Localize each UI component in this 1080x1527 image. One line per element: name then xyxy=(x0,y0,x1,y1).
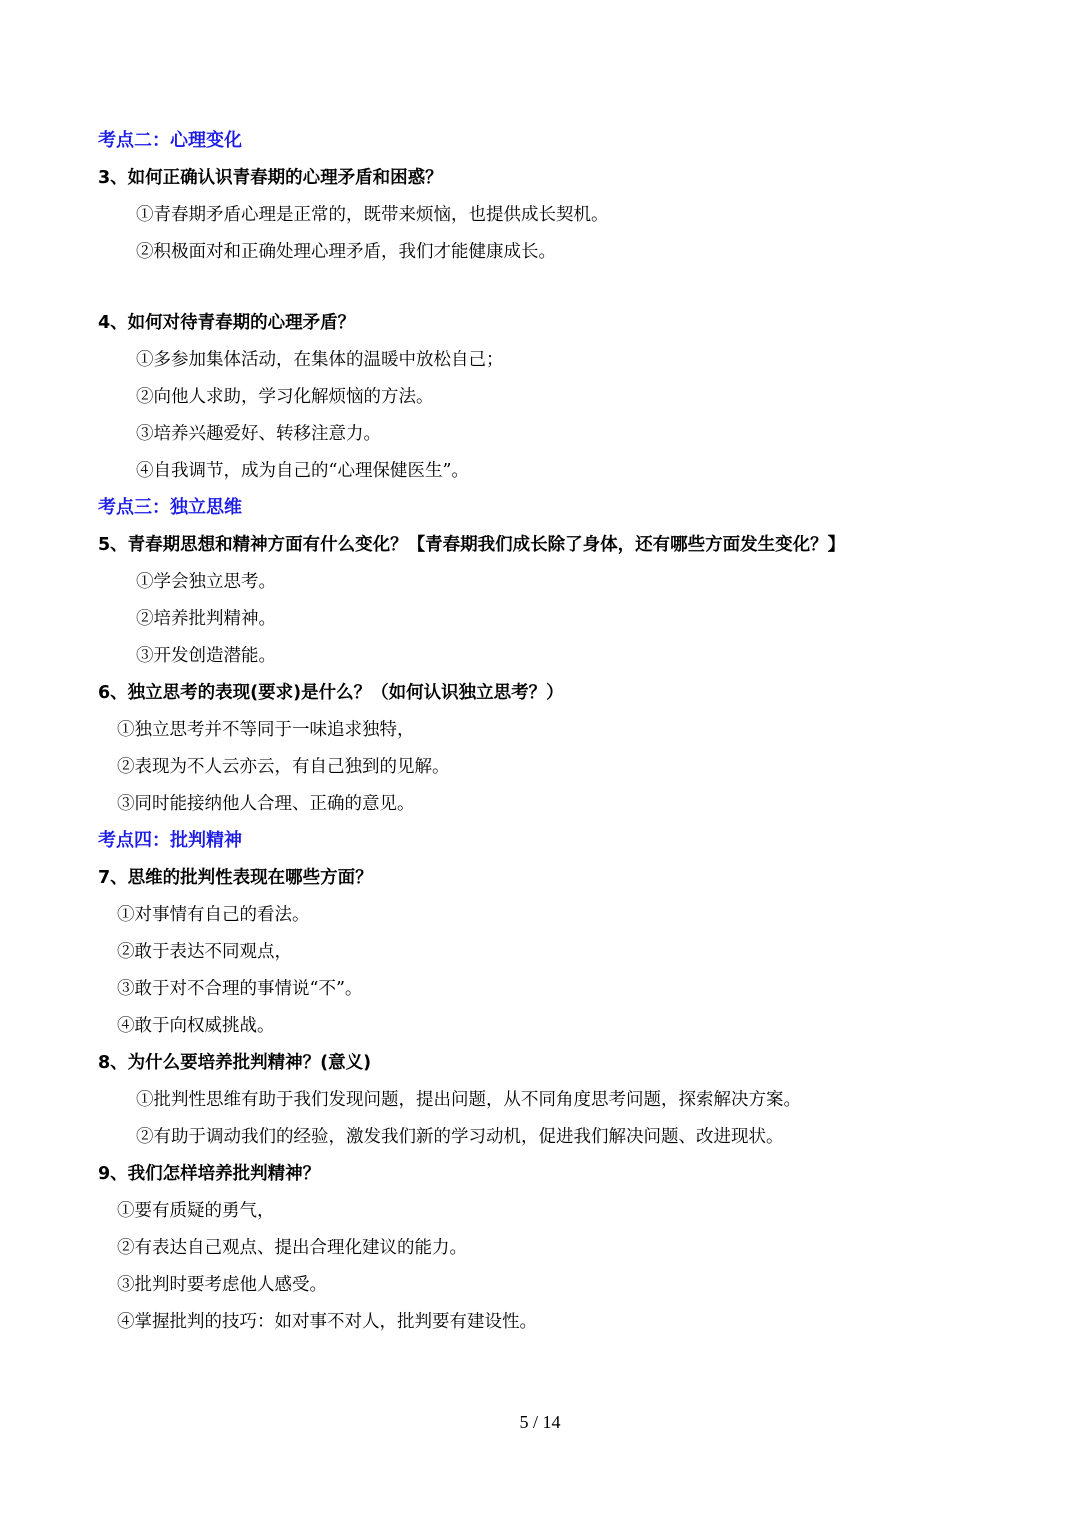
answer-item: ②培养批判精神。 xyxy=(136,609,276,629)
section-heading: 考点三：独立思维 xyxy=(98,497,242,518)
question-title: 8、为什么要培养批判精神？(意义) xyxy=(98,1053,372,1073)
answer-item: ③开发创造潜能。 xyxy=(136,646,276,666)
answer-item: ②有助于调动我们的经验，激发我们新的学习动机，促进我们解决问题、改进现状。 xyxy=(136,1127,784,1147)
question-title: 9、我们怎样培养批判精神？ xyxy=(98,1164,321,1184)
answer-item: ①批判性思维有助于我们发现问题，提出问题，从不同角度思考问题，探索解决方案。 xyxy=(136,1090,801,1110)
answer-item: ①要有质疑的勇气， xyxy=(117,1201,275,1221)
answer-item: ①多参加集体活动，在集体的温暖中放松自己； xyxy=(136,350,504,370)
answer-item: ③同时能接纳他人合理、正确的意见。 xyxy=(117,794,415,814)
answer-item: ④自我调节，成为自己的“心理保健医生”。 xyxy=(136,461,469,481)
question-title: 3、如何正确认识青春期的心理矛盾和困惑？ xyxy=(98,168,443,188)
section-heading: 考点四：批判精神 xyxy=(98,830,242,851)
question-title: 6、独立思考的表现(要求)是什么？（如何认识独立思考？） xyxy=(98,683,564,703)
answer-item: ①对事情有自己的看法。 xyxy=(117,905,310,925)
answer-item: ④敢于向权威挑战。 xyxy=(117,1016,275,1036)
answer-item: ②向他人求助，学习化解烦恼的方法。 xyxy=(136,387,434,407)
question-title: 7、思维的批判性表现在哪些方面？ xyxy=(98,868,373,888)
answer-item: ③敢于对不合理的事情说“不”。 xyxy=(117,979,363,999)
answer-item: ②敢于表达不同观点， xyxy=(117,942,292,962)
answer-item: ②有表达自己观点、提出合理化建议的能力。 xyxy=(117,1238,467,1258)
answer-item: ①学会独立思考。 xyxy=(136,572,276,592)
answer-item: ①独立思考并不等同于一味追求独特， xyxy=(117,720,415,740)
section-heading: 考点二：心理变化 xyxy=(98,130,242,151)
question-title: 5、青春期思想和精神方面有什么变化？【青春期我们成长除了身体，还有哪些方面发生变化？】 xyxy=(98,535,846,555)
answer-item: ②积极面对和正确处理心理矛盾，我们才能健康成长。 xyxy=(136,242,556,262)
answer-item: ④掌握批判的技巧：如对事不对人，批判要有建设性。 xyxy=(117,1312,537,1332)
answer-item: ③批判时要考虑他人感受。 xyxy=(117,1275,327,1295)
answer-item: ①青春期矛盾心理是正常的，既带来烦恼，也提供成长契机。 xyxy=(136,205,609,225)
page-number: 5 / 14 xyxy=(519,1412,561,1432)
question-title: 4、如何对待青春期的心理矛盾？ xyxy=(98,313,356,333)
answer-item: ②表现为不人云亦云，有自己独到的见解。 xyxy=(117,757,450,777)
answer-item: ③培养兴趣爱好、转移注意力。 xyxy=(136,424,381,444)
